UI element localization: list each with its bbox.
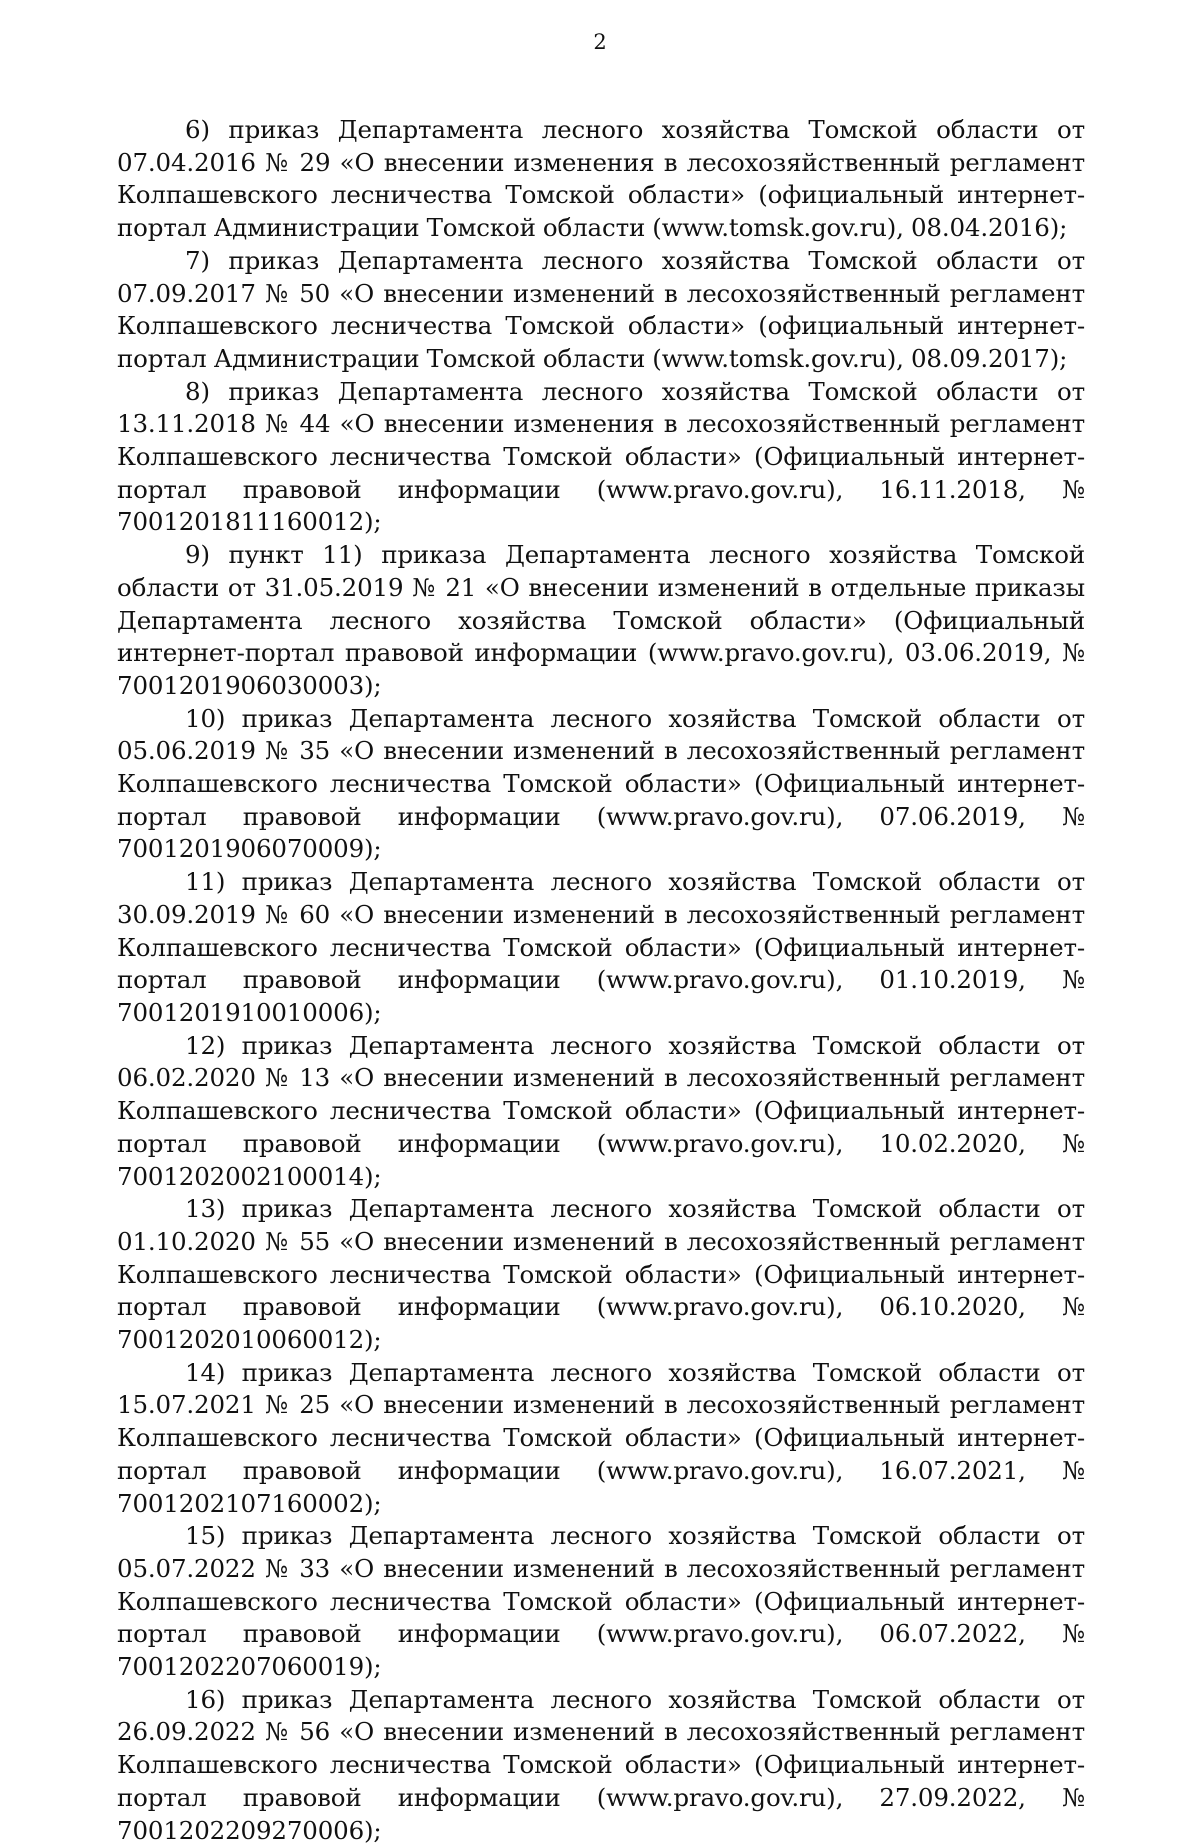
list-item-14: 14) приказ Департамента лесного хозяйства Томской области от 15.07.2021 № 25 «О внесении изменений в лесохозяйственный регламент Колпашевского лесничества Томской области» (Официальный интернет-портал правовой информации (www.pravo.gov.ru), 16.07.2021, № 7001202107160002);: [117, 1357, 1085, 1518]
list-item-6: 6) приказ Департамента лесного хозяйства Томской области от 07.04.2016 № 29 «О внесении изменения в лесохозяйственный регламент Колпашевского лесничества Томской области» (официальный интернет-портал Администрации Томской области (www.tomsk.gov.ru), 08.04.2016);: [117, 115, 1085, 243]
list-item-10: 10) приказ Департамента лесного хозяйства Томской области от 05.06.2019 № 35 «О внесении изменений в лесохозяйственный регламент Колпашевского лесничества Томской области» (Официальный интернет-портал правовой информации (www.pravo.gov.ru), 07.06.2019, № 7001201906070009);: [117, 703, 1085, 864]
list-item-7: 7) приказ Департамента лесного хозяйства Томской области от 07.09.2017 № 50 «О внесении изменений в лесохозяйственный регламент Колпашевского лесничества Томской области» (официальный интернет-портал Администрации Томской области (www.tomsk.gov.ru), 08.09.2017);: [117, 245, 1085, 373]
page-number: 2: [593, 30, 607, 54]
list-item-9: 9) пункт 11) приказа Департамента лесного хозяйства Томской области от 31.05.2019 № 21 «О внесении изменений в отдельные приказы Департамента лесного хозяйства Томской области» (Официальный интернет-портал правовой информации (www.pravo.gov.ru), 03.06.2019, № 7001201906030003);: [117, 540, 1085, 700]
list-item-15: 15) приказ Департамента лесного хозяйства Томской области от 05.07.2022 № 33 «О внесении изменений в лесохозяйственный регламент Колпашевского лесничества Томской области» (Официальный интернет-портал правовой информации (www.pravo.gov.ru), 06.07.2022, № 7001202207060019);: [117, 1521, 1085, 1682]
document-body: [117, 114, 1085, 1847]
list-item-12: 12) приказ Департамента лесного хозяйства Томской области от 06.02.2020 № 13 «О внесении изменений в лесохозяйственный регламент Колпашевского лесничества Томской области» (Официальный интернет-портал правовой информации (www.pravo.gov.ru), 10.02.2020, № 7001202002100014);: [117, 1030, 1085, 1191]
list-item-13: 13) приказ Департамента лесного хозяйства Томской области от 01.10.2020 № 55 «О внесении изменений в лесохозяйственный регламент Колпашевского лесничества Томской области» (Официальный интернет-портал правовой информации (www.pravo.gov.ru), 06.10.2020, № 7001202010060012);: [117, 1194, 1085, 1355]
list-item-8: 8) приказ Департамента лесного хозяйства Томской области от 13.11.2018 № 44 «О внесении изменения в лесохозяйственный регламент Колпашевского лесничества Томской области» (Официальный интернет-портал правовой информации (www.pravo.gov.ru), 16.11.2018, № 7001201811160012);: [117, 376, 1085, 537]
list-item-16: 16) приказ Департамента лесного хозяйства Томской области от 26.09.2022 № 56 «О внесении изменений в лесохозяйственный регламент Колпашевского лесничества Томской области» (Официальный интернет-портал правовой информации (www.pravo.gov.ru), 27.09.2022, № 7001202209270006);: [117, 1684, 1085, 1845]
list-item-11: 11) приказ Департамента лесного хозяйства Томской области от 30.09.2019 № 60 «О внесении изменений в лесохозяйственный регламент Колпашевского лесничества Томской области» (Официальный интернет-портал правовой информации (www.pravo.gov.ru), 01.10.2019, № 7001201910010006);: [117, 867, 1085, 1027]
